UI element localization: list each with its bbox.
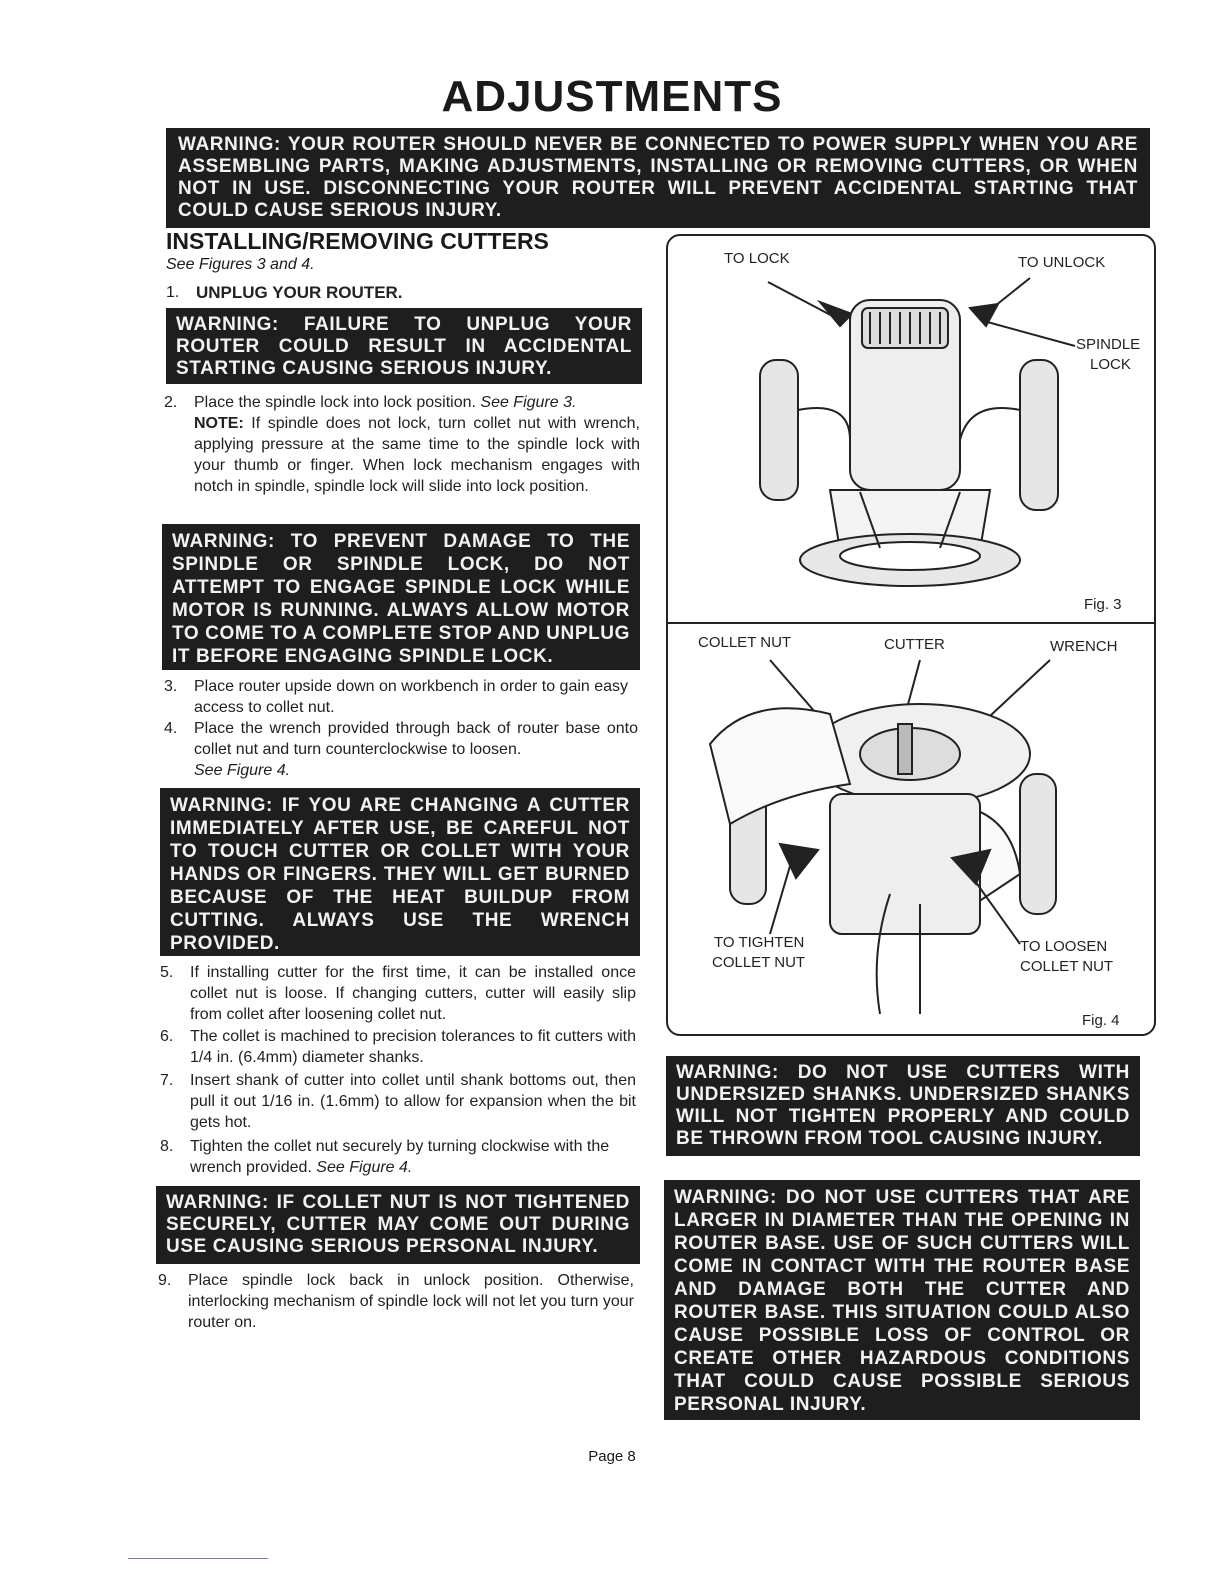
step-text: Place spindle lock back in unlock position. Otherwise, interlocking mechanism of spindle lock will not let you turn your router on. xyxy=(188,1272,634,1331)
label-spindle: SPINDLE xyxy=(1076,336,1141,353)
label-cutter: CUTTER xyxy=(884,636,945,653)
warning-large-cutters: WARNING: DO NOT USE CUTTERS THAT ARE LARGER IN DIAMETER THAN THE OPENING IN ROUTER BASE. USE OF SUCH CUTTERS WILL COME IN CONTACT WITH THE ROUTER BASE AND DAMAGE BOTH THE CUTTER AND ROUTER BASE. THIS SITUATION COULD ALSO CAUSE POSSIBLE LOSS OF CONTROL OR CREATE OTHER HAZARDOUS CONDITIONS THAT COULD CAUSE POSSIBLE SERIOUS PERSONAL INJURY. xyxy=(664,1180,1140,1420)
label-collet-nut: COLLET NUT xyxy=(698,634,792,651)
step-number: 2. xyxy=(164,394,178,411)
warning-hot-cutter: WARNING: IF YOU ARE CHANGING A CUTTER IMMEDIATELY AFTER USE, BE CAREFUL NOT TO TOUCH CUTTER OR COLLET WITH YOUR HANDS OR FINGERS. THEY WILL GET BURNED BECAUSE OF THE HEAT BUILDUP FROM CUTTING. ALWAYS USE THE WRENCH PROVIDED. xyxy=(160,788,640,956)
label-collet-nut-left: COLLET NUT xyxy=(712,954,806,971)
page-title: ADJUSTMENTS xyxy=(441,72,783,121)
label-lock: LOCK xyxy=(1090,356,1131,373)
page-number: Page 8 xyxy=(588,1448,636,1465)
step-1 xyxy=(166,282,636,304)
figure-reference: See Figure 4. xyxy=(316,1159,413,1176)
label-collet-nut-right: COLLET NUT xyxy=(1020,958,1114,975)
step-text: The collet is machined to precision tolerances to fit cutters with 1/4 in. (6.4mm) diameter shanks. xyxy=(190,1028,636,1066)
figure-4-caption: Fig. 4 xyxy=(1082,1012,1120,1029)
step-3 xyxy=(164,676,638,718)
step-text: Tighten the collet nut securely by turning clockwise with the wrench provided. xyxy=(190,1138,610,1176)
step-text: UNPLUG YOUR ROUTER. xyxy=(196,283,403,302)
note-text: If spindle does not lock, turn collet nut with wrench, applying pressure at the same time to the spindle lock with your thumb or finger. When lock mechanism engages with notch in spindle, spindle lock will slide into lock position. xyxy=(194,415,640,495)
step-4 xyxy=(164,718,638,781)
step-text: Place the wrench provided through back of router base onto collet nut and turn counterclockwise to loosen. xyxy=(194,720,638,758)
step-number: 4. xyxy=(164,720,178,737)
step-number: 1. xyxy=(166,284,180,301)
step-5 xyxy=(160,962,636,1025)
figure-reference: See Figure 3. xyxy=(480,394,577,411)
step-number: 6. xyxy=(160,1028,174,1045)
warning-undersized-shanks: WARNING: DO NOT USE CUTTERS WITH UNDERSIZED SHANKS. UNDERSIZED SHANKS WILL NOT TIGHTEN PROPERLY AND COULD BE THROWN FROM TOOL CAUSING INJURY. xyxy=(666,1056,1140,1156)
warning-power-supply: WARNING: YOUR ROUTER SHOULD NEVER BE CONNECTED TO POWER SUPPLY WHEN YOU ARE ASSEMBLING PARTS, MAKING ADJUSTMENTS, INSTALLING OR REMOVING CUTTERS, OR WHEN NOT IN USE. DISCONNECTING YOUR ROUTER WILL PREVENT ACCIDENTAL STARTING THAT COULD CAUSE SERIOUS INJURY. xyxy=(166,128,1150,228)
step-7 xyxy=(160,1070,636,1133)
figure-divider xyxy=(668,622,1154,624)
step-number: 9. xyxy=(158,1272,172,1289)
section-heading: INSTALLING/REMOVING CUTTERS xyxy=(166,228,549,254)
step-text: If installing cutter for the first time, it can be installed once collet nut is loose. If changing cutters, cutter will easily slip from collet after loosening collet nut. xyxy=(190,964,636,1023)
step-number: 8. xyxy=(160,1138,174,1155)
step-number: 5. xyxy=(160,964,174,981)
note-label: NOTE: xyxy=(194,415,244,432)
figure-3-router-illustration xyxy=(680,260,1140,600)
figure-reference: See Figure 4. xyxy=(194,762,291,779)
label-to-unlock: TO UNLOCK xyxy=(1018,254,1106,271)
warning-collet-nut: WARNING: IF COLLET NUT IS NOT TIGHTENED SECURELY, CUTTER MAY COME OUT DURING USE CAUSING SERIOUS PERSONAL INJURY. xyxy=(156,1186,640,1264)
step-text: Place router upside down on workbench in order to gain easy access to collet nut. xyxy=(194,678,629,716)
step-9 xyxy=(158,1270,634,1333)
step-text: Place the spindle lock into lock position. xyxy=(194,394,476,411)
label-wrench: WRENCH xyxy=(1050,638,1118,655)
step-text: Insert shank of cutter into collet until shank bottoms out, then pull it out 1/16 in. (1.6mm) to allow for expansion when the bit gets hot. xyxy=(190,1072,636,1131)
warning-spindle-lock: WARNING: TO PREVENT DAMAGE TO THE SPINDLE OR SPINDLE LOCK, DO NOT ATTEMPT TO ENGAGE SPINDLE LOCK WHILE MOTOR IS RUNNING. ALWAYS ALLOW MOTOR TO COME TO A COMPLETE STOP AND UNPLUG IT BEFORE ENGAGING SPINDLE LOCK. xyxy=(162,524,640,670)
bottom-rule xyxy=(128,1558,268,1559)
figure-3-caption: Fig. 3 xyxy=(1084,596,1122,613)
see-figures-note: See Figures 3 and 4. xyxy=(166,256,315,273)
warning-unplug: WARNING: FAILURE TO UNPLUG YOUR ROUTER COULD RESULT IN ACCIDENTAL STARTING CAUSING SERIOUS INJURY. xyxy=(166,308,642,384)
step-number: 3. xyxy=(164,678,178,695)
step-number: 7. xyxy=(160,1072,174,1089)
step-8 xyxy=(160,1136,636,1178)
label-to-lock: TO LOCK xyxy=(724,250,790,267)
label-to-tighten: TO TIGHTEN xyxy=(714,934,805,951)
label-to-loosen: TO LOOSEN xyxy=(1020,938,1108,955)
step-6 xyxy=(160,1026,636,1068)
step-2 xyxy=(164,392,640,497)
